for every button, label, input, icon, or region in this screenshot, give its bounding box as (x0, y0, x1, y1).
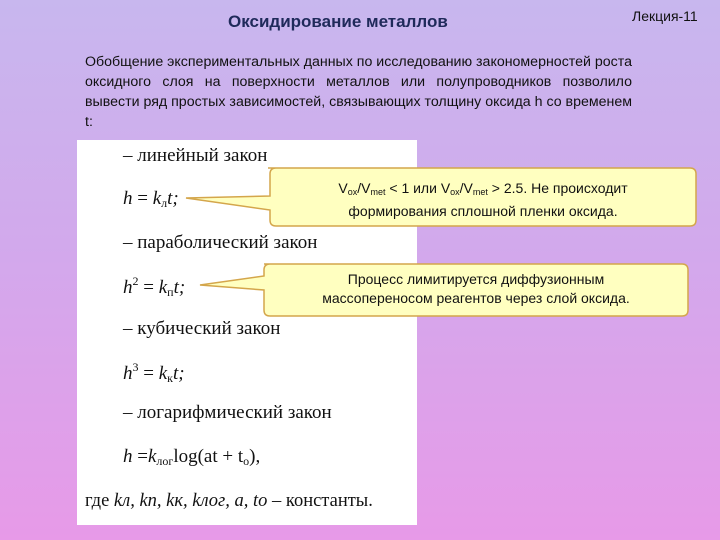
lecture-number: Лекция-11 (632, 8, 698, 24)
callout-text-part: /V (459, 180, 473, 196)
formula-h: h (123, 188, 133, 209)
formula-power: 3 (132, 360, 139, 374)
formula-rest: t; (173, 363, 185, 384)
callout-text-part: /V (357, 180, 371, 196)
callout-1-line-2: формирования сплошной пленки оксида. (348, 203, 618, 219)
logarithmic-law-heading: – логарифмический закон (123, 402, 332, 423)
callout-text-part: > 2.5. Не происходит (487, 180, 628, 196)
linear-law-heading: – линейный закон (123, 145, 268, 166)
formula-t-subscript: o (243, 454, 250, 468)
formula-equals: = (132, 446, 148, 467)
formula-h: h (123, 363, 133, 384)
formula-rest: log(at + t (173, 446, 244, 467)
formula-k: k (158, 363, 168, 384)
parabolic-law-heading: – параболический закон (123, 232, 318, 253)
formula-h: h (123, 277, 133, 298)
formula-k-subscript: п (167, 285, 174, 299)
callout-2-line-1: Процесс лимитируется диффузионным (347, 271, 605, 287)
formula-k: k (152, 188, 162, 209)
formula-power: 2 (132, 274, 139, 288)
formula-tail: ), (249, 446, 261, 467)
formula-k-subscript: л (161, 196, 168, 210)
callout-subscript: ox (347, 187, 358, 197)
formula-rest: t; (167, 188, 179, 209)
callout-subscript: ox (450, 187, 460, 197)
callout-subscript: met (370, 187, 386, 197)
constants-prefix: где (85, 491, 114, 511)
callout-2-line-2: массопереносом реагентов через слой оксида. (322, 290, 630, 306)
formula-k: k (158, 277, 168, 298)
formula-equals: = (138, 363, 159, 384)
formula-equals: = (132, 188, 153, 209)
constants-suffix: – константы. (267, 491, 373, 511)
formula-equals: = (138, 277, 159, 298)
slide-title: Оксидирование металлов (228, 12, 448, 31)
formula-k-subscript: к (167, 371, 173, 385)
callout-1-text (272, 179, 694, 221)
callout-text-part: V (338, 180, 348, 196)
callout-subscript: met (472, 187, 488, 197)
formula-k-subscript: лог (156, 454, 174, 468)
formula-rest: t; (173, 277, 186, 298)
callout-1-line-1 (272, 179, 694, 202)
intro-paragraph: Обобщение экспериментальных данных по исследованию закономерностей роста оксидного слоя на поверхности металлов или полупроводников позволило вывести ряд простых зависимостей, связывающих толщину оксида h со временем t: (85, 54, 632, 130)
callout-2-text (266, 270, 686, 308)
constants-items: kл, kп, kк, kлог, a, to (113, 491, 268, 511)
formula-h: h (123, 446, 133, 467)
cubic-law-heading: – кубический закон (123, 318, 281, 339)
callout-text-part: < 1 или V (385, 180, 451, 196)
formula-k: k (147, 446, 157, 467)
